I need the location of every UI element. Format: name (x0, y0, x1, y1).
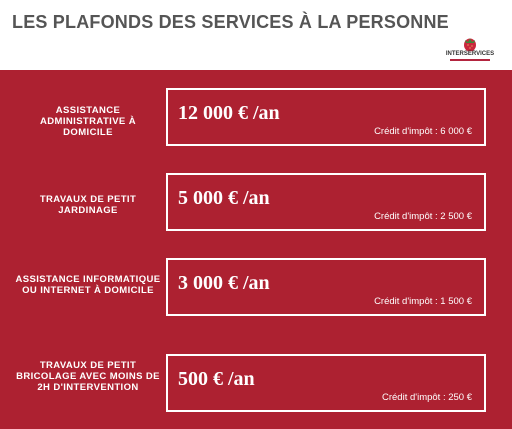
service-label: ASSISTANCE ADMINISTRATIVE À DOMICILE (40, 105, 136, 138)
amount-box (166, 88, 486, 146)
tax-credit: Crédit d'impôt : 2 500 € (374, 211, 472, 222)
logo-underline (450, 59, 490, 61)
amount-box (166, 258, 486, 316)
ceiling-amount: 12 000 € /an (178, 102, 280, 124)
service-label: TRAVAUX DE PETIT JARDINAGE (39, 194, 137, 216)
service-label: TRAVAUX DE PETIT BRICOLAGE AVEC MOINS DE 2H D'INTERVENTION (16, 360, 160, 393)
tax-credit: Crédit d'impôt : 1 500 € (374, 296, 472, 307)
ceiling-amount: 5 000 € /an (178, 187, 270, 209)
interservices-logo (439, 38, 501, 66)
service-row (0, 354, 512, 416)
service-row (0, 88, 512, 150)
amount-box (166, 354, 486, 412)
page-title: LES PLAFONDS DES SERVICES À LA PERSONNE (12, 12, 449, 32)
service-row (0, 258, 512, 320)
tax-credit: Crédit d'impôt : 6 000 € (374, 126, 472, 137)
logo-text: INTERSERVICES (445, 51, 495, 57)
service-label: ASSISTANCE INFORMATIQUE OU INTERNET À DOMICILE (15, 274, 161, 296)
tax-credit: Crédit d'impôt : 250 € (382, 392, 472, 403)
service-row (0, 173, 512, 235)
header (0, 0, 512, 70)
ceiling-amount: 500 € /an (178, 368, 255, 390)
amount-box (166, 173, 486, 231)
ceiling-amount: 3 000 € /an (178, 272, 270, 294)
services-panel (0, 70, 512, 429)
